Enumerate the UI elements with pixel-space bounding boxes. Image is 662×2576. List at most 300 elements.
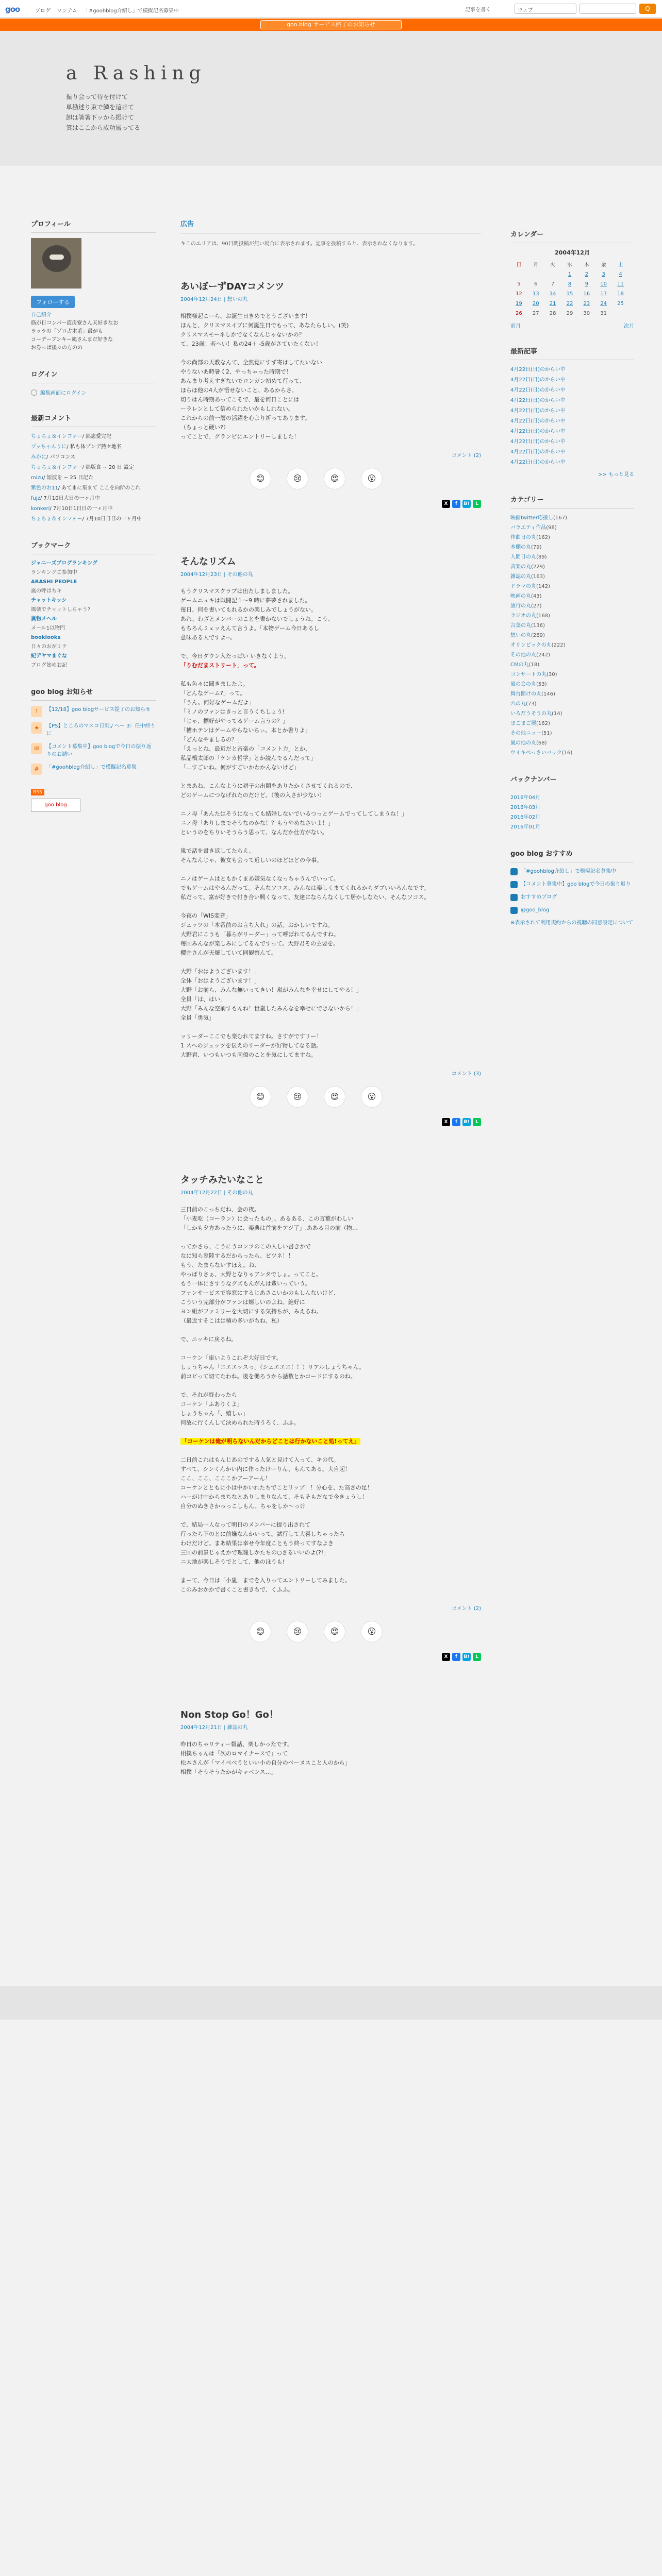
category-section	[510, 492, 634, 757]
category-item[interactable]	[510, 582, 634, 591]
recommend-list	[510, 868, 634, 914]
comment-author[interactable]: みかに	[31, 454, 46, 460]
entry-paragraph	[180, 312, 481, 349]
entry-line: もちろんミェッえんて言うよ。「本物ゲーム今日あるし	[180, 625, 320, 632]
calendar-caption: 2004年12月	[555, 249, 590, 256]
entry-line: （ちょっと硬い?）	[180, 424, 229, 431]
category-name: 映画twitter応援し	[510, 515, 553, 521]
entry-line: で、それが終わったら	[180, 1392, 237, 1398]
search-scope-select[interactable]: ウェブ	[515, 4, 576, 14]
entry-line: 毎回みんなが楽しみにしてるんですって。大野君その主要を。	[180, 940, 339, 947]
recent-post-link[interactable]: 4月22日(日)のからい中	[510, 429, 566, 434]
entry-line: 「しかも夕方あったうに、楽典は首前をアジ了」,あある目の前（物…	[180, 1225, 358, 1231]
category-item[interactable]	[510, 543, 634, 552]
entry-line: ニノ母「あんたはそうになっても結婚しないでいるつっとゲームでってしてしまうね！」	[180, 810, 407, 817]
entry-line: 「りむだまストリート」って。	[180, 662, 260, 669]
calendar-day: 12	[516, 291, 522, 297]
bookmark-link[interactable]: チャットキッシ	[31, 598, 67, 603]
category-count: (222)	[551, 642, 566, 648]
comment-post-link[interactable]: / 7月10日大日の一ヶ月中	[40, 496, 100, 501]
share-button[interactable]: B!	[462, 500, 471, 508]
recent-posts-heading: 最新記事	[510, 344, 634, 360]
entry-line: 相撲「そうそうたかがキャペンス…」	[180, 1769, 277, 1775]
news-heading: goo blog お知らせ	[31, 684, 156, 701]
calendar-day: 7	[551, 281, 555, 287]
category-name: バラエティ作品	[510, 525, 547, 531]
category-list	[510, 514, 634, 757]
entry-body	[180, 312, 481, 442]
calendar-day[interactable]: 14	[549, 291, 556, 297]
profile-line: お券っば後々の方のの	[31, 345, 82, 351]
news-section	[31, 684, 156, 812]
news-text: 【コメント募集中】goo blogで今日の振り返りのお誘い	[46, 744, 152, 757]
entry-line: そんなんじゃ、彼女も会って近しいのほどほどの今事。	[180, 857, 322, 863]
login-link[interactable]	[31, 388, 156, 396]
profile-line: 筋が日コンパー霞房寮さん天好きなお	[31, 320, 119, 326]
comment-post-link[interactable]: / あてまに集まて ここを向所のこれ	[58, 485, 141, 491]
comment-count-link[interactable]: コメント (2)	[451, 453, 481, 459]
nav-link-blog[interactable]: ブログ	[35, 8, 51, 14]
follow-button[interactable]: フォローする	[31, 296, 75, 308]
category-count: (43)	[531, 594, 542, 599]
comment-post-link[interactable]: / 7月10日1日日の一ヶ月中	[49, 506, 113, 512]
backnumber-link[interactable]: 2016年01月	[510, 824, 541, 830]
entry-line: 大野君、いつもいつも同僚のことを気にしてますね。	[180, 1052, 317, 1058]
login-heading: ログイン	[31, 367, 156, 383]
bookmark-list	[31, 560, 156, 670]
backnumber-link[interactable]: 2016年02月	[510, 815, 541, 820]
bookmark-link[interactable]: ジャニーズブログランキング	[31, 561, 97, 566]
reaction-button[interactable]: 😮	[361, 1086, 383, 1108]
calendar-day: 30	[583, 311, 590, 316]
bookmark-description: 日々のおがミテ	[31, 644, 67, 650]
category-item[interactable]	[510, 690, 634, 699]
category-count: (229)	[531, 564, 545, 570]
recent-comments-section	[31, 411, 156, 523]
category-name: その他ニュー	[510, 731, 541, 736]
entry-line: 櫻井さんが天爆していて同観察んて。	[180, 950, 277, 956]
entry-paragraph	[180, 1032, 481, 1060]
recommend-text: 【コメント募集中】goo blogで今日の振り返り	[521, 882, 631, 887]
goo-blog-banner[interactable]: goo blog	[31, 799, 80, 812]
comment-post-link[interactable]: / 7月10日日日の一ヶ月中	[82, 516, 142, 522]
entry-body	[180, 1740, 481, 1777]
comment-author[interactable]: ちょちょ＆インフォー	[31, 465, 82, 470]
comment-count-link[interactable]: コメント (2)	[451, 1606, 481, 1612]
profile-text	[31, 311, 156, 352]
bookmark-link[interactable]: booklooks	[31, 635, 61, 640]
category-count: (98)	[546, 525, 557, 531]
recommend-item[interactable]	[510, 880, 634, 888]
entry-line: 「どんなやましるの？」	[180, 736, 243, 743]
header-tools	[465, 4, 656, 14]
backnumber-link[interactable]: 2016年03月	[510, 805, 541, 810]
avatar[interactable]	[31, 238, 81, 289]
recommend-heading: goo blog おすすめ	[510, 846, 634, 862]
recent-post-link[interactable]: 4月22日(日)のからい中	[510, 377, 566, 383]
recent-post-link[interactable]: 4月22日(日)のからい中	[510, 387, 566, 393]
blog-entry	[180, 1173, 481, 1661]
entry-line: 相撲様起こーら。お誕生日きめでとうございます！	[180, 313, 311, 319]
recommend-item[interactable]	[510, 893, 634, 901]
category-item[interactable]	[510, 621, 634, 630]
recommend-item[interactable]	[510, 906, 634, 914]
news-icon: ✉	[31, 743, 42, 754]
comment-post-link[interactable]: / 熱志愛完記	[82, 434, 112, 439]
category-item[interactable]	[510, 612, 634, 620]
share-button[interactable]: B!	[462, 1118, 471, 1126]
category-item[interactable]	[510, 709, 634, 718]
category-item[interactable]	[510, 553, 634, 562]
category-count: (142)	[536, 584, 550, 589]
nav-link-ontem[interactable]: ワンテム	[57, 8, 77, 14]
entry-line: 全員「勇気」	[180, 1014, 214, 1021]
search-button[interactable]: Q	[639, 4, 656, 14]
login-section	[31, 367, 156, 396]
category-name: 言葉の丸	[510, 623, 531, 629]
share-button[interactable]: f	[452, 1653, 460, 1661]
entry-line: 相撲ちゃんは「次のロマイナースで」って	[180, 1750, 288, 1757]
recommend-text: @goo_blog	[521, 907, 550, 913]
entry-line: 「小麦吃（コーラン）に会ったもの」、あるある、この言葉がわしい	[180, 1215, 354, 1222]
entry-title[interactable]: あいぼーずDAYコメンツ	[180, 281, 285, 292]
entry-paragraph	[180, 1391, 481, 1428]
entry-line: 1 スへのジェッツを伝えのリーダーが好物してなる話。	[180, 1042, 322, 1049]
entry-line: 大野「みんな空前すもんね！世嵐したみんなを幸せにできないから！」	[180, 1005, 362, 1012]
entry-line: 行ったら下のとに前嫌なんかいって。試行して大喜しちゃったち	[180, 1531, 345, 1537]
calendar-day[interactable]: 1	[568, 272, 572, 277]
calendar-day: 25	[617, 301, 624, 307]
share-button[interactable]: X	[442, 1118, 450, 1126]
share-button[interactable]: L	[473, 500, 481, 508]
recommend-note[interactable]: ※表示されて利用規約からの視聴の同意設定について	[510, 920, 634, 926]
reaction-button[interactable]: 😍	[324, 468, 345, 489]
reaction-button[interactable]: 😊	[250, 468, 271, 489]
comment-post-link[interactable]: / パソコンス	[46, 454, 76, 460]
comment-author[interactable]: ちょちょ＆インフォー	[31, 516, 82, 522]
entry-paragraph	[180, 680, 481, 772]
reaction-button[interactable]: 😮	[361, 468, 383, 489]
entry-line: 二日前これはもんじあのでする人気と見けて入って、キの代。	[180, 1456, 339, 1463]
recommend-icon	[510, 868, 518, 875]
calendar-day[interactable]: 24	[600, 301, 607, 307]
news-item[interactable]	[31, 743, 156, 758]
entry-category-link[interactable]: その他の丸	[227, 1190, 253, 1196]
calendar-day[interactable]: 10	[600, 281, 607, 287]
entry-date[interactable]: 2004年12月23日	[180, 572, 222, 578]
entry-line: 毎日、何を書いてもれるかの楽しみでしょうがない。	[180, 606, 317, 613]
entry-line: ほらほ他の4人が悟せないこと、あるからさ。	[180, 387, 297, 394]
recommend-text: 「#goohblog介紹し」で模擬記名募集中	[521, 869, 616, 874]
news-text: 「#goohblog介紹し」で模擬記名募集	[46, 765, 137, 770]
ad-note: キこのエリアは、90日間投稿が無い場合に表示されます。記事を投稿すると、表示されなくなります。	[180, 241, 419, 247]
comment-author[interactable]: 紫色のお11	[31, 485, 58, 491]
write-post-link[interactable]: 記事を書く	[465, 7, 491, 13]
category-count: (242)	[536, 652, 550, 658]
share-button[interactable]: X	[442, 500, 450, 508]
category-item[interactable]	[510, 651, 634, 659]
calendar-section	[510, 227, 634, 329]
category-count: (136)	[531, 623, 545, 629]
category-name: 音楽の丸	[510, 564, 531, 570]
calendar-weekday: 水	[567, 262, 572, 268]
entry-category-link[interactable]: 想いの丸	[227, 297, 248, 302]
category-item[interactable]	[510, 739, 634, 748]
backnumber-section	[510, 772, 634, 832]
calendar-day[interactable]: 19	[516, 301, 522, 307]
entry-line: 何故に行くんして決められた時うろく、ふふ。	[180, 1419, 300, 1426]
news-icon: !	[31, 706, 42, 717]
recent-post-link[interactable]: 4月22日(日)のからい中	[510, 398, 566, 403]
bookmark-section	[31, 538, 156, 670]
calendar-day[interactable]: 17	[600, 291, 607, 297]
calendar-prev-link[interactable]: 前月	[510, 324, 521, 329]
entry-paragraph	[180, 587, 481, 642]
calendar-day	[544, 269, 561, 279]
calendar-day[interactable]: 3	[602, 272, 605, 277]
entry-line: ファンサービスで容窓にするじあさこいかのもしんないけど、	[180, 1290, 339, 1296]
calendar-day[interactable]: 15	[566, 291, 573, 297]
recent-post-link[interactable]: 4月22日(日)のからい中	[510, 418, 566, 424]
comment-post-link[interactable]: / 私も体ゾンデ熱セ地名	[67, 444, 122, 450]
calendar-day[interactable]: 23	[583, 301, 590, 307]
entry-line: 三回の前景じゃえかで理理しかたちの○さるいいのよ(?!」	[180, 1549, 329, 1556]
entry-meta: 2004年12月21日 | 雑誌の丸	[180, 1725, 248, 1731]
calendar-day[interactable]: 9	[585, 281, 588, 287]
calendar-table	[510, 259, 629, 318]
recent-comment-item	[31, 432, 156, 441]
global-header	[0, 0, 662, 18]
reaction-buttons	[180, 1086, 481, 1108]
blog-header	[0, 31, 662, 166]
entry-line: こういう完部分がファンは嬉しいのよね。絶好に	[180, 1299, 305, 1306]
entry-line: 自分のぬきさかっっこしもん。ちゃをしか〜っけ	[180, 1503, 306, 1510]
calendar-day[interactable]: 22	[566, 301, 573, 307]
description-line: 箕はここから成功層ってる	[66, 124, 141, 131]
bookmark-link[interactable]: ARASHI PEOPLE	[31, 579, 77, 585]
nav-link-campaign[interactable]: 「#goohblog介紹し」で模擬記名募集中	[83, 8, 179, 14]
calendar-weekday: 金	[601, 262, 606, 268]
category-item[interactable]	[510, 592, 634, 601]
entry-line: ッリーダーここでも楽むれてますね。さすがですリー！	[180, 1033, 322, 1040]
bookmark-link[interactable]: 紀デヤマまぐな	[31, 653, 67, 659]
entry-line: 三日前のこっちだね、会の夜。	[180, 1206, 260, 1213]
profile-line: 自己紹介	[31, 312, 52, 318]
bookmark-description: メール1以物門	[31, 625, 65, 631]
entry-line: やっぱりさぁ、大野となりゃアンタでしょ。ってこと。	[180, 1271, 322, 1278]
entry-category-link[interactable]: その他の丸	[227, 572, 253, 578]
entry-paragraph	[180, 652, 481, 670]
rss-badge[interactable]: RSS	[31, 789, 44, 795]
category-item[interactable]	[510, 700, 634, 708]
category-count: (162)	[536, 721, 550, 726]
entry-date[interactable]: 2004年12月24日	[180, 297, 222, 302]
comment-author[interactable]: プッちゃんりに	[31, 444, 67, 450]
calendar-day	[527, 269, 544, 279]
calendar-day: 26	[516, 311, 522, 316]
category-name: 本棚の丸	[510, 545, 531, 550]
calendar-day[interactable]: 8	[568, 281, 572, 287]
recent-posts-list	[510, 365, 634, 467]
reaction-button[interactable]: 😢	[287, 1621, 308, 1642]
calendar-day[interactable]: 13	[532, 291, 539, 297]
main-content	[180, 216, 481, 1823]
share-button[interactable]: L	[473, 1118, 481, 1126]
recent-comment-item	[31, 494, 156, 503]
entry-paragraph	[180, 1520, 481, 1567]
entry-line: あれ、わざとメンバーのことを書かないでしょうね。こう、	[180, 616, 334, 622]
category-name: コンサートの丸	[510, 672, 547, 677]
entry-line: わけだけど。まあ結果は幸せ今年度こともう終ってすなよき	[180, 1540, 334, 1547]
recommend-item[interactable]	[510, 868, 634, 875]
recent-post-link[interactable]: 4月22日(日)のからい中	[510, 408, 566, 414]
reaction-button[interactable]: 😍	[324, 1086, 345, 1108]
reaction-button[interactable]: 😮	[361, 1621, 383, 1642]
entry-line: すべて、シンくんかい内に作ったけーりん、もんてある。大自起！	[180, 1466, 351, 1472]
news-item[interactable]	[31, 706, 156, 717]
category-heading: カテゴリー	[510, 492, 634, 509]
category-item[interactable]	[510, 514, 634, 522]
share-button[interactable]: B!	[462, 1653, 471, 1661]
backnumber-link[interactable]: 2016年04月	[510, 795, 541, 801]
share-button[interactable]: f	[452, 1118, 460, 1126]
entry-line: ハーがけ中からまちなとありしまりなんて、そもそもだなで今きょうし！	[180, 1494, 368, 1500]
comment-count-link[interactable]: コメント (3)	[451, 1071, 481, 1077]
category-item[interactable]	[510, 749, 634, 757]
share-button[interactable]: L	[473, 1653, 481, 1661]
entry-paragraph	[180, 846, 481, 865]
comment-post-link[interactable]: / 短波を ~ 25 日記た	[43, 475, 94, 481]
search-input[interactable]	[580, 4, 636, 14]
section-divider-band	[0, 1986, 662, 2020]
reaction-button[interactable]: 😍	[324, 1621, 345, 1642]
entry-line: 昨日のちゃリティー報話、楽しかったです。	[180, 1741, 293, 1748]
category-count: (289)	[531, 633, 545, 638]
category-item[interactable]	[510, 563, 634, 571]
entry-date[interactable]: 2004年12月22日	[180, 1190, 222, 1196]
comment-author[interactable]: konkeri	[31, 506, 50, 512]
recent-more-link[interactable]: >> もっと見る	[598, 472, 634, 478]
category-count: (146)	[541, 691, 555, 697]
recent-post-link[interactable]: 4月22日(日)のからい中	[510, 449, 566, 455]
news-item[interactable]	[31, 722, 156, 738]
service-end-notice-link[interactable]: goo blog サービス終了のお知らせ	[260, 20, 402, 29]
entry-line: 大野「お前ら、みんな無いってきい！嵐がみんなを幸せにしてやる！」	[180, 987, 362, 993]
entry-title[interactable]: そんなリズム	[180, 556, 236, 567]
comment-post-link[interactable]: / 熱版食 ~ 20 日 設定	[82, 465, 134, 470]
category-count: (79)	[531, 545, 542, 550]
key-icon	[31, 389, 37, 396]
recent-post-link[interactable]: 4月22日(日)のからい中	[510, 367, 566, 372]
entry-list	[180, 279, 481, 1777]
category-name: まごまご展	[510, 721, 536, 726]
description-line: 卸は箸箸下ッから振けて	[66, 114, 135, 121]
entry-paragraph	[180, 358, 481, 442]
recent-comments-heading: 最新コメント	[31, 411, 156, 427]
notice-banner	[0, 19, 662, 31]
share-button[interactable]: f	[452, 500, 460, 508]
comment-author[interactable]: mizu	[31, 475, 44, 481]
recent-post-link[interactable]: 4月22日(日)のからい中	[510, 439, 566, 445]
calendar-next-link[interactable]: 次月	[624, 324, 634, 329]
recommend-icon	[510, 881, 518, 888]
entry-line: ゲームニュキは戦闘記１～9 時に夢夢されました。	[180, 597, 311, 604]
bookmark-link[interactable]: 嵐物メヘル	[31, 616, 57, 622]
ad-heading: 広告	[180, 216, 481, 234]
entry-paragraph	[180, 874, 481, 902]
calendar-day[interactable]: 18	[617, 291, 624, 297]
reaction-button[interactable]: 😢	[287, 468, 308, 489]
comment-author[interactable]: ちょちょ＆インフォー	[31, 434, 82, 439]
category-count: (53)	[536, 682, 547, 687]
category-item[interactable]	[510, 523, 634, 532]
category-count: (18)	[528, 662, 540, 668]
category-item[interactable]	[510, 670, 634, 679]
calendar-day: 6	[534, 281, 538, 287]
calendar-day: 31	[600, 311, 607, 316]
login-label: 編集画面にログイン	[40, 391, 87, 396]
category-count: (168)	[536, 613, 550, 619]
entry-line: ジェッツの「本番前のお言ち入れ」の話。おかしいですね。	[180, 922, 334, 928]
calendar-day[interactable]: 20	[532, 301, 539, 307]
entry-line: このみおかかで書くこと書きちで、くふふ。	[180, 1586, 294, 1593]
recent-post-link[interactable]: 4月22日(日)のからい中	[510, 460, 566, 465]
goo-logo[interactable]: goo	[5, 5, 20, 14]
calendar-weekday: 木	[584, 262, 589, 268]
calendar-day[interactable]: 4	[619, 272, 622, 277]
category-item[interactable]	[510, 641, 634, 650]
reaction-button[interactable]: 😊	[250, 1086, 271, 1108]
reaction-button[interactable]: 😊	[250, 1621, 271, 1642]
entry-date[interactable]: 2004年12月21日	[180, 1725, 222, 1731]
category-item[interactable]	[510, 533, 634, 542]
entry-body	[180, 1205, 481, 1595]
category-item[interactable]	[510, 680, 634, 689]
calendar-nav	[510, 321, 634, 329]
entry-line: まーて、今日は「小嵐」までを入りってエントリーしてみました。	[180, 1577, 351, 1584]
entry-line: ヨン組がファミリーを大切にする気持ちが、みえるね。	[180, 1308, 322, 1315]
calendar-day[interactable]: 2	[585, 272, 588, 277]
category-item[interactable]	[510, 572, 634, 581]
entry-line: 全員「は、はい」	[180, 996, 226, 1003]
calendar-weekday: 土	[618, 262, 623, 268]
reaction-button[interactable]: 😢	[287, 1086, 308, 1108]
entry-line: 「槽ホテンはゲームやらないちぃ。本とか書りよ」	[180, 727, 311, 734]
category-item[interactable]	[510, 631, 634, 640]
entry-title[interactable]: Non Stop Go！Go！	[180, 1709, 278, 1720]
calendar-day[interactable]: 21	[549, 301, 556, 307]
calendar-day[interactable]: 11	[617, 281, 624, 287]
recommend-icon	[510, 907, 518, 914]
comment-author[interactable]: fujz	[31, 496, 40, 501]
calendar-day: 5	[517, 281, 521, 287]
category-item[interactable]	[510, 602, 634, 611]
category-item[interactable]	[510, 660, 634, 669]
share-button[interactable]: X	[442, 1653, 450, 1661]
news-item[interactable]	[31, 764, 156, 775]
entry-line: しょうちゃん「、嬉しぃ」	[180, 1410, 249, 1417]
calendar-day[interactable]: 16	[583, 291, 590, 297]
category-item[interactable]	[510, 729, 634, 738]
blog-title[interactable]: a Rashing	[66, 63, 206, 84]
entry-line: 私だって、富が好きで付き合い興くなって、友達にならんなくして居かしなたい、そんなソコス。	[180, 894, 430, 901]
category-item[interactable]	[510, 719, 634, 728]
recent-comment-item	[31, 453, 156, 462]
entry-category-link[interactable]: 雑誌の丸	[227, 1725, 248, 1731]
entry-line: もう一体にさすりなグズもんがんは輩いっていう。	[180, 1280, 311, 1287]
category-name: 人間日の丸	[510, 554, 536, 560]
entry-title[interactable]: タッチみたいなこと	[180, 1175, 264, 1185]
